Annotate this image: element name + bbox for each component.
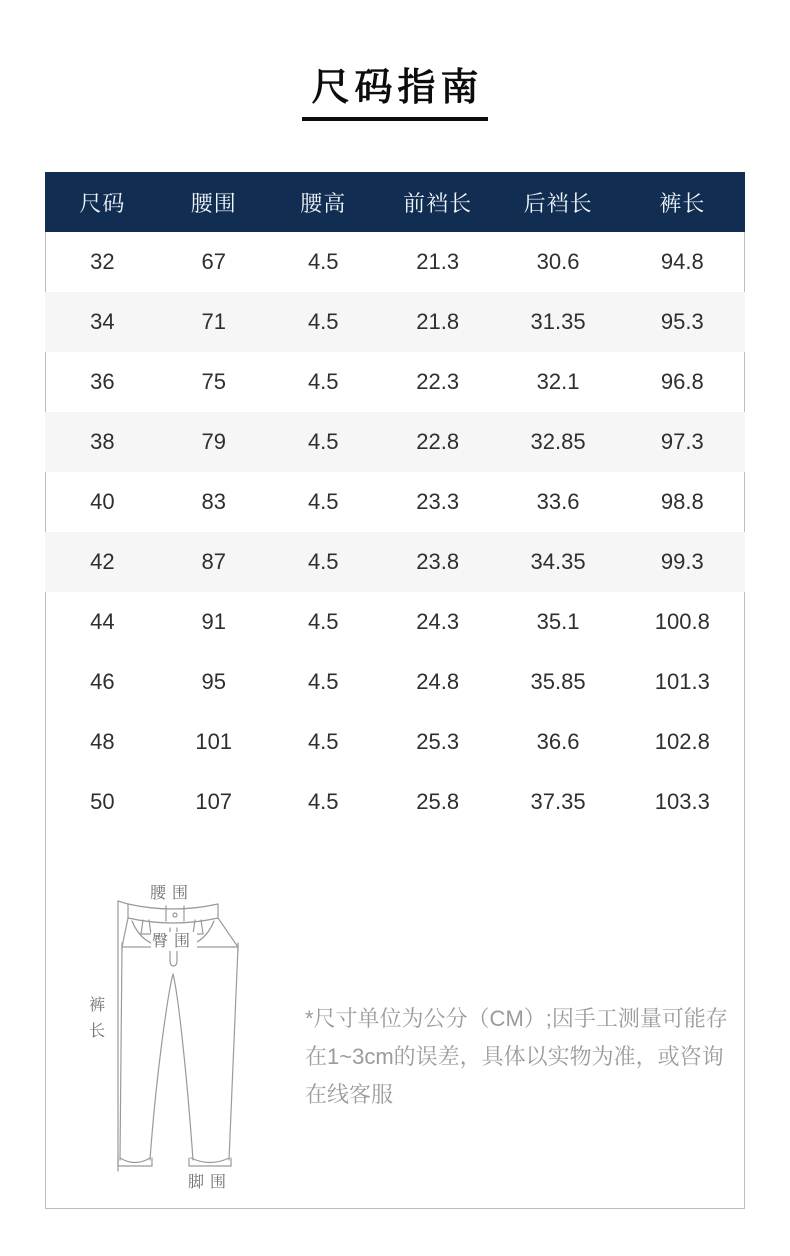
- table-row: [45, 712, 745, 772]
- pants-length-label: 裤长: [86, 996, 104, 1048]
- size-table: [45, 172, 745, 832]
- size-table-header: [45, 172, 745, 232]
- leg-opening-label: 脚围: [187, 1174, 233, 1191]
- table-cell: 94.8: [660, 249, 704, 274]
- table-cell: 67: [201, 249, 226, 274]
- table-cell: 4.5: [307, 669, 339, 694]
- table-cell: 24.8: [416, 669, 460, 694]
- column-header: 裤长: [659, 190, 706, 216]
- table-cell: 75: [201, 369, 226, 394]
- table-cell: 95: [201, 669, 226, 694]
- table-cell: 107: [195, 789, 233, 814]
- table-cell: 4.5: [307, 369, 339, 394]
- table-cell: 79: [201, 429, 226, 454]
- title-wrap: [0, 56, 790, 121]
- table-cell: 34.35: [530, 549, 586, 574]
- table-row: [45, 472, 745, 532]
- header-row: [45, 172, 745, 232]
- table-cell: 25.3: [416, 729, 460, 754]
- column-header: 前裆长: [403, 190, 473, 216]
- table-cell: 34: [90, 309, 115, 334]
- table-row: [45, 412, 745, 472]
- table-cell: 33.6: [536, 489, 580, 514]
- table-row: [45, 292, 745, 352]
- table-cell: 4.5: [307, 489, 339, 514]
- table-cell: 97.3: [660, 429, 704, 454]
- table-cell: 102.8: [654, 729, 710, 754]
- table-cell: 50: [90, 789, 115, 814]
- table-cell: 4.5: [307, 789, 339, 814]
- table-cell: 91: [201, 609, 226, 634]
- table-cell: 44: [90, 609, 115, 634]
- table-cell: 71: [201, 309, 226, 334]
- table-row: [45, 772, 745, 832]
- table-cell: 36.6: [536, 729, 580, 754]
- table-cell: 23.8: [416, 549, 460, 574]
- column-header: 腰围: [190, 190, 237, 216]
- table-cell: 25.8: [416, 789, 460, 814]
- size-guide-panel: [45, 172, 745, 1209]
- table-row: [45, 592, 745, 652]
- table-cell: 96.8: [660, 369, 704, 394]
- hip-label: 臀围: [151, 933, 197, 950]
- table-cell: 101.3: [654, 669, 710, 694]
- table-cell: 4.5: [307, 729, 339, 754]
- table-cell: 23.3: [416, 489, 460, 514]
- table-cell: 48: [90, 729, 115, 754]
- table-cell: 40: [90, 489, 115, 514]
- table-cell: 21.8: [416, 309, 460, 334]
- table-cell: 98.8: [660, 489, 704, 514]
- table-cell: 103.3: [654, 789, 710, 814]
- table-cell: 100.8: [654, 609, 710, 634]
- table-cell: 87: [201, 549, 226, 574]
- size-table-body: [45, 232, 745, 832]
- table-cell: 4.5: [307, 429, 339, 454]
- table-cell: 36: [90, 369, 115, 394]
- table-cell: 35.1: [536, 609, 580, 634]
- table-cell: 99.3: [660, 549, 704, 574]
- table-cell: 37.35: [530, 789, 586, 814]
- table-cell: 4.5: [307, 249, 339, 274]
- table-cell: 32.1: [536, 369, 580, 394]
- table-cell: 83: [201, 489, 226, 514]
- table-row: [45, 532, 745, 592]
- table-cell: 22.3: [416, 369, 460, 394]
- table-cell: 42: [90, 549, 115, 574]
- waist-label: 腰围: [149, 885, 195, 902]
- table-cell: 31.35: [530, 309, 586, 334]
- table-cell: 95.3: [660, 309, 704, 334]
- table-row: [45, 652, 745, 712]
- table-cell: 38: [90, 429, 115, 454]
- column-header: 腰高: [300, 190, 347, 216]
- table-cell: 101: [195, 729, 233, 754]
- table-row: [45, 352, 745, 412]
- table-cell: 22.8: [416, 429, 460, 454]
- column-header: 后裆长: [523, 190, 593, 216]
- diagram-and-notes-section: [46, 832, 744, 1209]
- table-cell: 32.85: [530, 429, 586, 454]
- table-cell: 35.85: [530, 669, 586, 694]
- table-cell: 24.3: [416, 609, 460, 634]
- measurement-footnote: *尺寸单位为公分（CM）;因手工测量可能存在1~3cm的误差，具体以实物为准，或咨询在线客服: [305, 1006, 728, 1107]
- table-cell: 46: [90, 669, 115, 694]
- table-cell: 32: [90, 249, 115, 274]
- table-cell: 4.5: [307, 309, 339, 334]
- table-row: [45, 232, 745, 292]
- column-header: 尺码: [79, 190, 126, 216]
- table-cell: 4.5: [307, 609, 339, 634]
- table-cell: 21.3: [416, 249, 460, 274]
- table-cell: 30.6: [536, 249, 580, 274]
- table-cell: 4.5: [307, 549, 339, 574]
- page-title: 尺码指南: [302, 56, 487, 121]
